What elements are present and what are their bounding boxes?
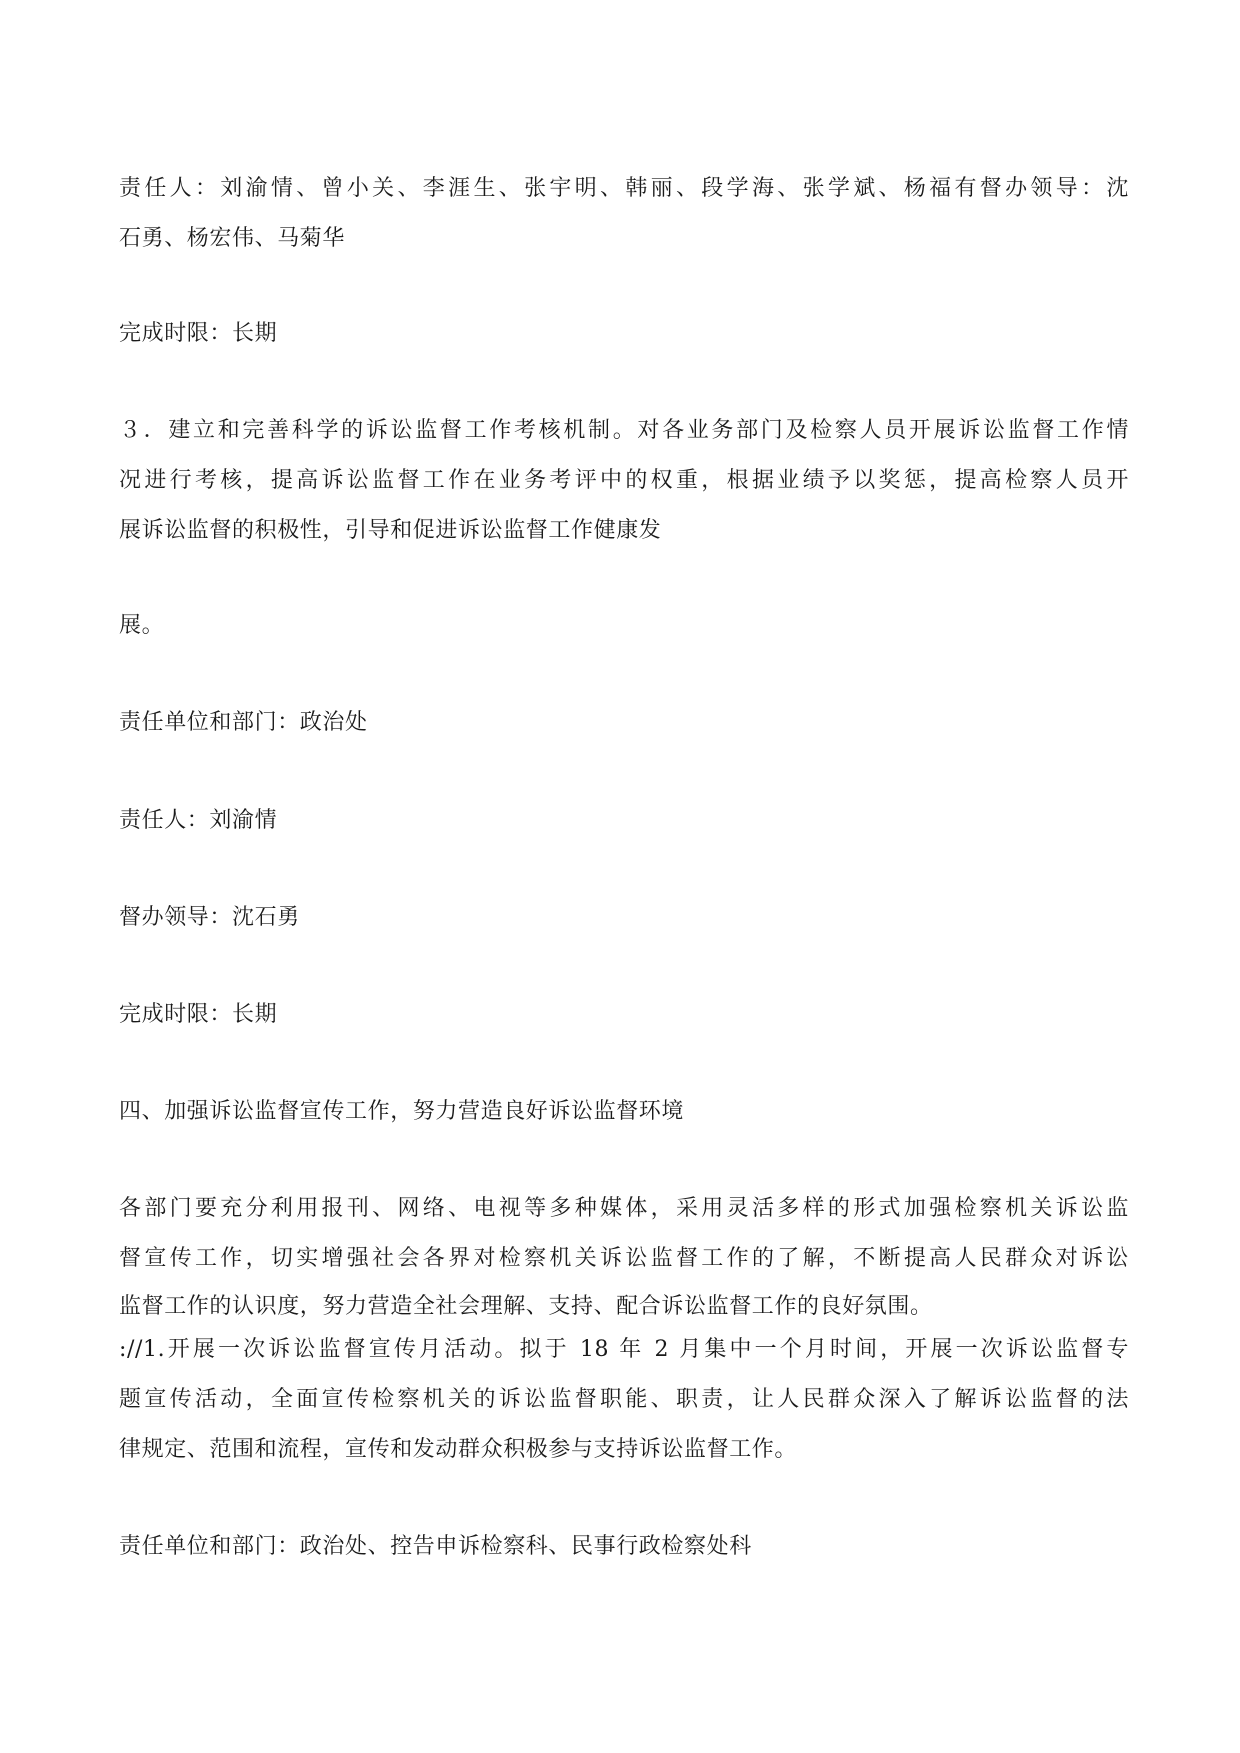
item-3-line-2: 况进行考核，提高诉讼监督工作在业务考评中的权重，根据业绩予以奖惩，提高检察人员开 (119, 468, 1129, 493)
supervising-leader-line: 督办领导：沈石勇 (119, 905, 300, 930)
item-3-line-1: ３．建立和完善科学的诉讼监督工作考核机制。对各业务部门及检察人员开展诉讼监督工作情 (119, 418, 1129, 443)
item-3-line-4: 展。 (119, 613, 165, 638)
section-4-para-line-2: 督宣传工作，切实增强社会各界对检察机关诉讼监督工作的了解，不断提高人民群众对诉讼 (119, 1246, 1129, 1271)
responsible-persons-line-2: 石勇、杨宏伟、马菊华 (119, 226, 346, 251)
item-3-line-3: 展诉讼监督的积极性，引导和促进诉讼监督工作健康发 (119, 518, 662, 543)
item-1-line-3: 律规定、范围和流程，宣传和发动群众积极参与支持诉讼监督工作。 (119, 1437, 798, 1462)
responsible-unit-line: 责任单位和部门：政治处 (119, 710, 368, 735)
deadline-line-2: 完成时限：长期 (119, 1002, 278, 1027)
responsible-persons-line-1: 责任人：刘渝情、曾小关、李涯生、张宇明、韩丽、段学海、张学斌、杨福有督办领导：沈 (119, 176, 1129, 201)
responsible-unit-line-2: 责任单位和部门：政治处、控告申诉检察科、民事行政检察处科 (119, 1534, 752, 1559)
item-1-line-2: 题宣传活动，全面宣传检察机关的诉讼监督职能、职责，让人民群众深入了解诉讼监督的法 (119, 1387, 1129, 1412)
deadline-line: 完成时限：长期 (119, 321, 278, 346)
responsible-person-line: 责任人：刘渝情 (119, 808, 278, 833)
section-4-para-line-1: 各部门要充分利用报刊、网络、电视等多种媒体，采用灵活多样的形式加强检察机关诉讼监 (119, 1196, 1129, 1221)
section-4-para-line-3: 监督工作的认识度，努力营造全社会理解、支持、配合诉讼监督工作的良好氛围。 (119, 1294, 933, 1319)
item-1-line-1: ://1.开展一次诉讼监督宣传月活动。拟于 18 年 2 月集中一个月时间，开展一次诉讼监督专 (119, 1337, 1129, 1362)
section-4-heading: 四、加强诉讼监督宣传工作，努力营造良好诉讼监督环境 (119, 1099, 685, 1124)
